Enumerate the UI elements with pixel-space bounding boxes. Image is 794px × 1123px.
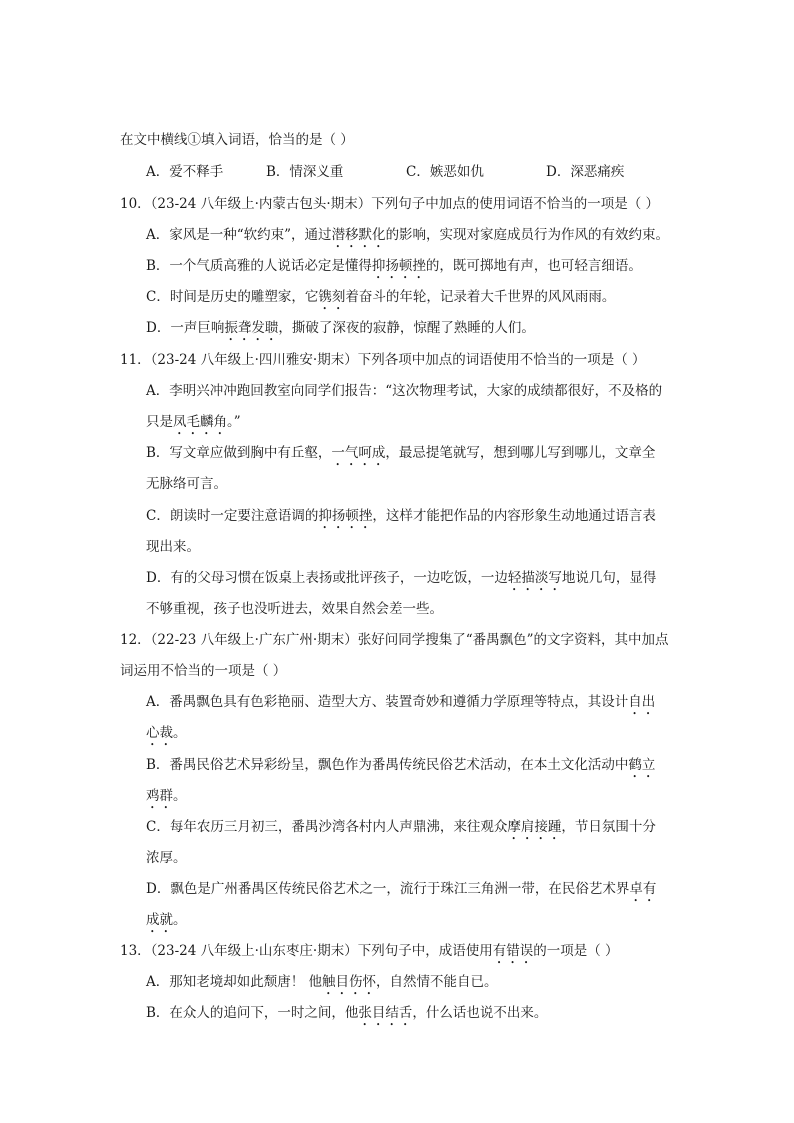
text: A．番禺飘色具有色彩艳丽、造型大方、装置奇妙和遵循力学原理等特点，其设计 — [146, 694, 629, 710]
dotted-word: 有错误 — [492, 943, 534, 959]
text: ，什么话也说不出来。 — [412, 1005, 548, 1021]
question-10-option-b — [146, 256, 642, 282]
question-11-option-a-cont — [146, 412, 241, 438]
text: B．番禺民俗艺术异彩纷呈，飘色作为番禺传统民俗艺术活动，在本土文化活动中 — [146, 757, 629, 773]
text: C．每年农历三月初三，番禺沙湾各村内人声鼎沸，来往观众 — [146, 819, 508, 835]
dotted-word: 心裁 — [146, 725, 173, 741]
dotted-word: 摩肩接踵 — [507, 819, 562, 835]
option-a: A．爱不释手 — [146, 164, 224, 180]
question-11-option-b-cont: 无脉络可言。 — [146, 476, 227, 492]
text: 只是 — [146, 414, 173, 430]
text: 的影响，实现对家庭成员行为作风的有效约束。 — [385, 227, 670, 243]
dotted-word: 振聋发聩 — [224, 320, 279, 336]
text: 。” — [227, 414, 241, 430]
dotted-word: 自出 — [628, 694, 656, 710]
dotted-word: 抑扬顿挫 — [318, 508, 373, 524]
dotted-word: 抑扬顿挫 — [371, 258, 426, 274]
question-11-stem: 11．（23-24 八年级上·四川雅安·期末）下列各项中加点的词语使用不恰当的一项是（ ） — [120, 352, 646, 368]
question-12-option-a-cont — [146, 723, 187, 749]
text: 的一项是（ ） — [533, 943, 619, 959]
text: ，最忌提笔就写，想到哪儿写到哪儿，文章全 — [385, 445, 656, 461]
dotted-word: 鸡群 — [146, 788, 173, 804]
question-9-options — [146, 162, 624, 182]
text: D．有的父母习惯在饭桌上表扬或批评孩子，一边吃饭，一边 — [146, 570, 508, 586]
text: B．写文章应做到胸中有丘壑， — [146, 445, 332, 461]
text: B．一个气质高雅的人说话必定是懂得 — [146, 258, 372, 274]
question-12-option-d — [146, 879, 656, 905]
text: 13．（23-24 八年级上·山东枣庄·期末）下列句子中，成语使用 — [120, 943, 493, 959]
question-9-stem: 在文中横线①填入词语，恰当的是（ ） — [120, 132, 354, 148]
text: C．朗读时一定要注意语调的 — [146, 508, 319, 524]
question-11-option-c-cont: 现出来。 — [146, 539, 200, 555]
text: 。 — [173, 788, 187, 804]
dotted-word: 张目结舌 — [358, 1005, 413, 1021]
question-11-option-b — [146, 443, 655, 469]
question-13-stem — [120, 941, 619, 967]
dotted-word: 潜移默化 — [331, 227, 386, 243]
option-d: D．深恶痛疾 — [546, 164, 625, 180]
dotted-word: 鹤立 — [628, 757, 656, 773]
question-11-option-d — [146, 568, 656, 594]
question-12-option-d-cont — [146, 910, 187, 936]
dotted-word: 成就 — [146, 912, 173, 928]
text: 的，既可掷地有声，也可轻言细语。 — [425, 258, 642, 274]
question-12-stem-cont: 词运用不恰当的一项是（ ） — [120, 663, 287, 679]
question-13-option-a — [146, 972, 498, 998]
option-b: B．情深义重 — [266, 164, 344, 180]
question-12-option-b — [146, 755, 655, 781]
text: 。 — [173, 912, 187, 928]
question-13-option-b — [146, 1003, 547, 1029]
text: A．家风是一种“软约束”，通过 — [146, 227, 332, 243]
question-12-stem: 12．（22-23 八年级上·广东广州·期末）张好问同学搜集了“番禺飘色”的文字资料，其中加点 — [120, 632, 669, 648]
text: A．那知老境却如此颓唐！ 他 — [146, 974, 323, 990]
question-10-option-c — [146, 287, 615, 313]
text: D．一声巨响 — [146, 320, 225, 336]
text: 着奋斗的年轮，记录着大千世界的风风雨雨。 — [345, 289, 616, 305]
option-c: C．嫉恶如仇 — [406, 164, 484, 180]
text: ，这样才能把作品的内容形象生动地通过语言表 — [372, 508, 656, 524]
question-12-option-a — [146, 692, 655, 718]
text: C．时间是历史的雕塑家，它 — [146, 289, 319, 305]
question-10-option-a — [146, 225, 669, 251]
dotted-word: 卓有 — [629, 881, 657, 897]
question-12-option-b-cont — [146, 786, 187, 812]
dotted-word: 轻描淡写 — [507, 570, 562, 586]
question-10-stem: 10．（23-24 八年级上·内蒙古包头·期末）下列句子中加点的使用词语不恰当的一项是（ ） — [120, 196, 660, 212]
dotted-word: 凤毛麟角 — [173, 414, 227, 430]
text: 地说几句，显得 — [561, 570, 657, 586]
text: ，节日氛围十分 — [561, 819, 656, 835]
dotted-word: 触目伤怀 — [322, 974, 377, 990]
dotted-word: 镌刻 — [318, 289, 346, 305]
question-11-option-c — [146, 506, 656, 532]
text: ，自然情不能自已。 — [376, 974, 498, 990]
question-12-option-c — [146, 817, 656, 843]
text: D．飘色是广州番禺区传统民俗艺术之一，流行于珠江三角洲一带，在民俗艺术界 — [146, 881, 630, 897]
question-11-option-d-cont: 不够重视，孩子也没听进去，效果自然会差一些。 — [146, 601, 443, 617]
dotted-word: 一气呵成 — [331, 445, 386, 461]
text: 。 — [173, 725, 187, 741]
question-11-option-a: A．李明兴冲冲跑回教室向同学们报告：“这次物理考试，大家的成绩都很好，不及格的 — [146, 383, 663, 399]
question-10-option-d — [146, 318, 535, 344]
question-12-option-c-cont: 浓厚。 — [146, 850, 187, 866]
text: B．在众人的追问下，一时之间，他 — [146, 1005, 359, 1021]
text: ，撕破了深夜的寂静，惊醒了熟睡的人们。 — [278, 320, 535, 336]
